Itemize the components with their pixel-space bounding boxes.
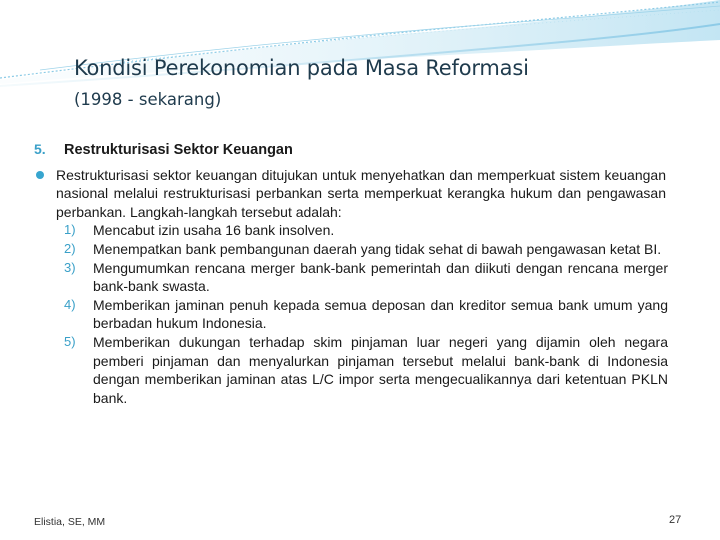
step-number: 2) bbox=[64, 240, 76, 256]
list-item bbox=[58, 221, 674, 240]
steps-list bbox=[58, 221, 674, 407]
list-item bbox=[58, 259, 674, 296]
list-item bbox=[58, 333, 674, 407]
slide-subtitle: (1998 - sekarang) bbox=[74, 90, 222, 109]
section-heading-text: Restrukturisasi Sektor Keuangan bbox=[64, 142, 293, 158]
step-number: 3) bbox=[64, 259, 76, 275]
bullet-item bbox=[34, 166, 674, 222]
step-number: 4) bbox=[64, 296, 76, 312]
slide-content bbox=[34, 140, 674, 407]
page-number: 27 bbox=[669, 514, 682, 526]
step-text: Menempatkan bank pembangunan daerah yang tidak sehat di bawah pengawasan ketat BI. bbox=[93, 240, 662, 257]
footer-author: Elistia, SE, MM bbox=[34, 516, 106, 528]
step-number: 5) bbox=[64, 333, 76, 349]
step-number: 1) bbox=[64, 222, 76, 238]
section-number: 5. bbox=[34, 141, 46, 157]
step-text: Memberikan dukungan terhadap skim pinjaman luar negeri yang dijamin oleh negara pemberi pinjaman dan menyalurkan pinjaman tersebut melalui bank-bank di Indonesia dengan memberikan jaminan atas L/C impor serta mengecualikannya dari ketentuan PKLN bank. bbox=[93, 333, 668, 406]
step-text: Memberikan jaminan penuh kepada semua deposan dan kreditor semua bank umum yang berbadan hukum Indonesia. bbox=[93, 296, 668, 332]
section-heading bbox=[34, 140, 674, 160]
step-text: Mengumumkan rencana merger bank-bank pemerintah dan diikuti dengan rencana merger bank-bank swasta. bbox=[93, 259, 668, 295]
slide-title: Kondisi Perekonomian pada Masa Reformasi bbox=[74, 56, 529, 80]
bullet-dot-icon bbox=[36, 171, 44, 179]
list-item bbox=[58, 240, 674, 259]
list-item bbox=[58, 296, 674, 333]
decorative-header-waves bbox=[0, 0, 720, 100]
bullet-text: Restrukturisasi sektor keuangan ditujukan untuk menyehatkan dan memperkuat sistem keuangan nasional melalui restrukturisasi perbankan serta memperkuat kerangka hukum dan pengawasan perbankan. Langkah-langkah tersebut adalah: bbox=[56, 166, 666, 220]
step-text: Mencabut izin usaha 16 bank insolven. bbox=[93, 222, 335, 239]
